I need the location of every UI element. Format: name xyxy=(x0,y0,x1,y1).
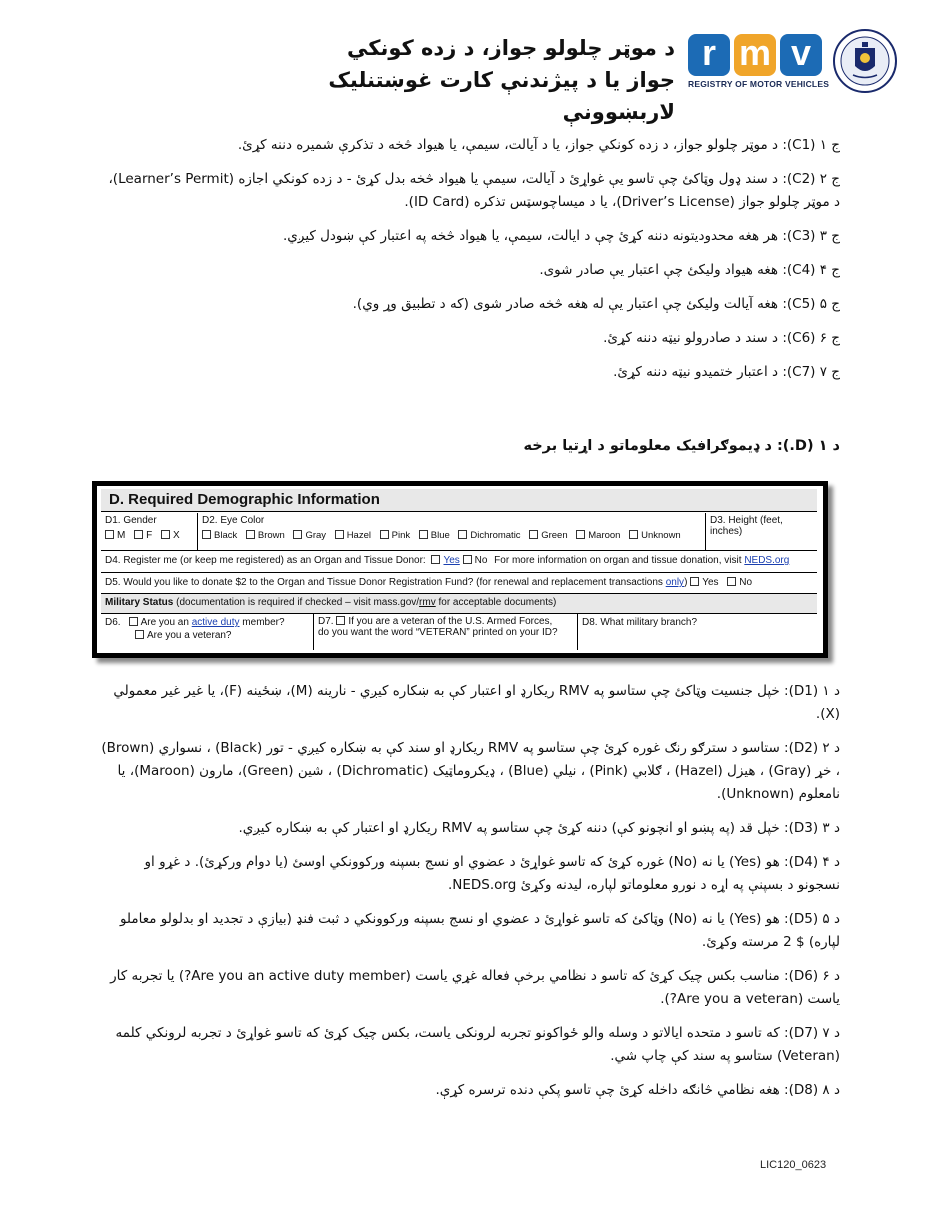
d5-only-text: only xyxy=(665,577,685,588)
instruction-d4: د ۴ (D4): هو (Yes) یا نه (No) غوره کړئ که تاسو غواړئ د عضوي او نسج بسپنه ورکوونکي اوسئ (یا دوام ورکړئ). د غړو او نسجونو د بسپنې په اړه د نورو معلوماتو لپاره، لیدنه وکړئ NEDS.org. xyxy=(144,854,840,893)
checkbox-icon[interactable] xyxy=(161,530,170,539)
logo-letter-r: r xyxy=(688,34,730,76)
eye-option-gray[interactable]: Gray xyxy=(293,530,326,541)
form-code: LIC120_0623 xyxy=(760,1159,827,1171)
d5-no-option[interactable]: No xyxy=(739,577,753,588)
instruction-c6: ج ۶ (C6): د سند د صادرولو نیټه دننه کړئ. xyxy=(603,330,840,346)
row-organ-donor xyxy=(101,551,817,573)
d8-military-branch-cell[interactable] xyxy=(577,614,817,650)
d-section-heading: د ۱ (D.): د ډیموګرافیک معلوماتو د اړتیا برخه xyxy=(523,438,840,454)
instruction-d3: د ۳ (D3): خپل قد (په پښو او انچونو کې) دننه کړئ چې ستاسو په RMV ریکارډ او اعتبار کې به ښکاره کیږي. xyxy=(238,820,840,836)
checkbox-icon[interactable] xyxy=(690,577,699,586)
d1-gender-cell xyxy=(101,513,197,550)
checkbox-icon[interactable] xyxy=(529,530,538,539)
row-military-questions xyxy=(101,614,817,650)
instruction-c3: ج ۳ (C3): هر هغه محدودیتونه دننه کړئ چې د ایالت، سیمې، یا هیواد څخه په اعتبار کې ښودل کیږي. xyxy=(283,228,840,244)
d6-veteran-question: Are you a veteran? xyxy=(147,630,232,641)
instruction-d1: د ۱ (D1): خپل جنسیت وټاکئ چې ستاسو په RMV ریکارډ او اعتبار کې به ښکاره کیږي - نارینه (M)، ښځینه (F)، یا غیر غیر معمولي (X). xyxy=(113,683,840,722)
page-title: د موټر چلولو جواز، د زده کونکي جواز یا د پیژندنې کارت غوښتنلیک لاربښوونې xyxy=(328,36,675,124)
instruction-d6: د ۶ (D6): مناسب بکس چیک کړئ که تاسو د نظامي برخې فعاله غړي یاست (Are you an active duty member?) یا تجربه کار یاست (Are you a veteran?). xyxy=(110,968,840,1007)
d2-label: D2. Eye Color xyxy=(202,515,265,526)
eye-option-brown[interactable]: Brown xyxy=(246,530,285,541)
eye-option-unknown[interactable]: Unknown xyxy=(629,530,681,541)
page-header xyxy=(280,26,900,124)
gender-option-m[interactable]: M xyxy=(105,530,125,541)
eye-option-green[interactable]: Green xyxy=(529,530,567,541)
d5-yes-option[interactable]: Yes xyxy=(702,577,719,588)
eye-option-hazel[interactable]: Hazel xyxy=(335,530,371,541)
instruction-d5: د ۵ (D5): هو (Yes) یا نه (No) وټاکئ که تاسو غواړئ د عضوي او نسج بسپنه ورکوونکي د ثبت فنډ (بیازې د تجدید او بدلولو معاملو لپاره) $ 2 مرسته وکړئ. xyxy=(119,911,840,950)
checkbox-icon[interactable] xyxy=(202,530,211,539)
checkbox-icon[interactable] xyxy=(727,577,736,586)
checkbox-icon[interactable] xyxy=(135,630,144,639)
instruction-d2: د ۲ (D2): ستاسو د سترګو رنګ غوره کړئ چې ستاسو په RMV ریکارډ او سند کې به ښکاره کیږي - تور (Black) ، نسواري (Brown) ، خړ (Gray) ، هیزل (Hazel) ، ګلابي (Pink) ، نیلي (Blue) ، ډیکروماټیک (Dichromatic) ، شین (Green)، مارون (Maroon)، یا نامعلوم (Unknown). xyxy=(101,740,840,802)
checkbox-icon[interactable] xyxy=(293,530,302,539)
checkbox-icon[interactable] xyxy=(419,530,428,539)
checkbox-icon[interactable] xyxy=(336,616,345,625)
d8-label: D8. What military branch? xyxy=(582,617,698,628)
row-gender-eye-height xyxy=(101,513,817,551)
d3-height-cell[interactable] xyxy=(705,513,817,550)
checkbox-icon[interactable] xyxy=(105,530,114,539)
instruction-c1: ج ۱ (C1): د موټر چلولو جواز، د زده کونکي جواز، یا د آیالت، سیمې، یا هیواد څخه د تذکرې شمیره دننه کړئ. xyxy=(237,137,840,153)
checkbox-icon[interactable] xyxy=(246,530,255,539)
checkbox-icon[interactable] xyxy=(576,530,585,539)
checkbox-icon[interactable] xyxy=(463,555,472,564)
checkbox-icon[interactable] xyxy=(431,555,440,564)
demographic-form-excerpt xyxy=(92,481,828,658)
row-military-status: Military Status (documentation is required if checked – visit mass.gov/rmv for acceptable documents) xyxy=(101,594,817,614)
eye-option-pink[interactable]: Pink xyxy=(380,530,410,541)
d6-label: D6. xyxy=(105,617,121,628)
checkbox-icon[interactable] xyxy=(380,530,389,539)
d7-cell: D7. If you are a veteran of the U.S. Armed Forces, do you want the word “VETERAN” printed on your ID? xyxy=(313,614,577,650)
military-status-label: Military Status xyxy=(105,597,174,608)
neds-link[interactable]: NEDS.org xyxy=(744,555,790,566)
checkbox-icon[interactable] xyxy=(335,530,344,539)
logo-subtitle: REGISTRY OF MOTOR VEHICLES xyxy=(688,79,830,89)
d6-cell: D6. Are you an active duty member? Are you a veteran? xyxy=(105,617,285,641)
instruction-c2: ج ۲ (C2): د سند ډول وټاکئ چې تاسو یې غواړئ د آیالت، سیمې یا هیواد څخه بدل کړئ - د زده کونکي اجازه (Learner’s Permit)، د موټر چلولو جواز (Driver’s License)، یا د میساچوسټس تذکره (ID Card). xyxy=(108,171,840,210)
military-status-note: (documentation is required if checked – visit mass.gov/ xyxy=(173,597,420,608)
eye-option-black[interactable]: Black xyxy=(202,530,237,541)
rmv-link[interactable]: rmv xyxy=(419,597,436,608)
form-title: D. Required Demographic Information xyxy=(101,489,817,512)
instruction-c4: ج ۴ (C4): هغه هیواد ولیکئ چې اعتبار یې صادر شوی. xyxy=(539,262,840,278)
d2-eye-color-cell xyxy=(197,513,705,550)
d-section-instructions xyxy=(100,680,840,1113)
rmv-logo xyxy=(688,32,830,96)
logo-letter-m: m xyxy=(734,34,776,76)
checkbox-icon[interactable] xyxy=(129,617,138,626)
d1-label: D1. Gender xyxy=(105,515,157,526)
d4-yes-option[interactable]: Yes xyxy=(443,555,460,566)
eye-option-dichromatic[interactable]: Dichromatic xyxy=(458,530,520,541)
d7-question-line1: If you are a veteran of the U.S. Armed Forces, xyxy=(348,616,553,627)
instruction-c7: ج ۷ (C7): د اعتبار ختمیدو نیټه دننه کړئ. xyxy=(613,364,840,380)
d4-label: D4. Register me (or keep me registered) as an Organ and Tissue Donor: xyxy=(105,555,426,566)
row-donation-fund: D5. Would you like to donate $2 to the Organ and Tissue Donor Registration Fund? (for renewal and replacement transactions only) Yes No xyxy=(101,573,817,594)
d5-label: D5. Would you like to donate $2 to the Organ and Tissue Donor Registration Fund? (for renewal and replacement transactions xyxy=(105,577,663,588)
instruction-d8: د ۸ (D8): هغه نظامي څانګه داخله کړئ چې تاسو پکې دنده ترسره کړې. xyxy=(435,1082,840,1098)
d4-no-option[interactable]: No xyxy=(474,555,488,566)
d4-more-info: For more information on organ and tissue donation, visit xyxy=(494,555,742,566)
checkbox-icon[interactable] xyxy=(629,530,638,539)
d3-label: D3. Height (feet, inches) xyxy=(710,515,783,537)
eye-option-blue[interactable]: Blue xyxy=(419,530,450,541)
gender-option-x[interactable]: X xyxy=(161,530,180,541)
checkbox-icon[interactable] xyxy=(458,530,467,539)
active-duty-text: active duty xyxy=(191,617,240,628)
eye-option-maroon[interactable]: Maroon xyxy=(576,530,620,541)
massachusetts-seal-icon xyxy=(832,28,898,94)
instruction-d7: د ۷ (D7): که تاسو د متحده ایالاتو د وسله والو ځواکونو تجربه لرونکی یاست، بکس چیک کړئ که تاسو غواړئ د تجربه لرونکي کلمه (Veteran) ستاسو په سند کې چاپ شي. xyxy=(115,1025,840,1064)
c-section-instructions xyxy=(100,134,840,395)
gender-option-f[interactable]: F xyxy=(134,530,152,541)
instruction-c5: ج ۵ (C5): هغه آیالت ولیکئ چې اعتبار یې له هغه څخه صادر شوی (که د تطبیق وړ وي). xyxy=(352,296,840,312)
logo-letter-v: v xyxy=(780,34,822,76)
d7-question-line2: do you want the word “VETERAN” printed on your ID? xyxy=(318,627,558,638)
checkbox-icon[interactable] xyxy=(134,530,143,539)
